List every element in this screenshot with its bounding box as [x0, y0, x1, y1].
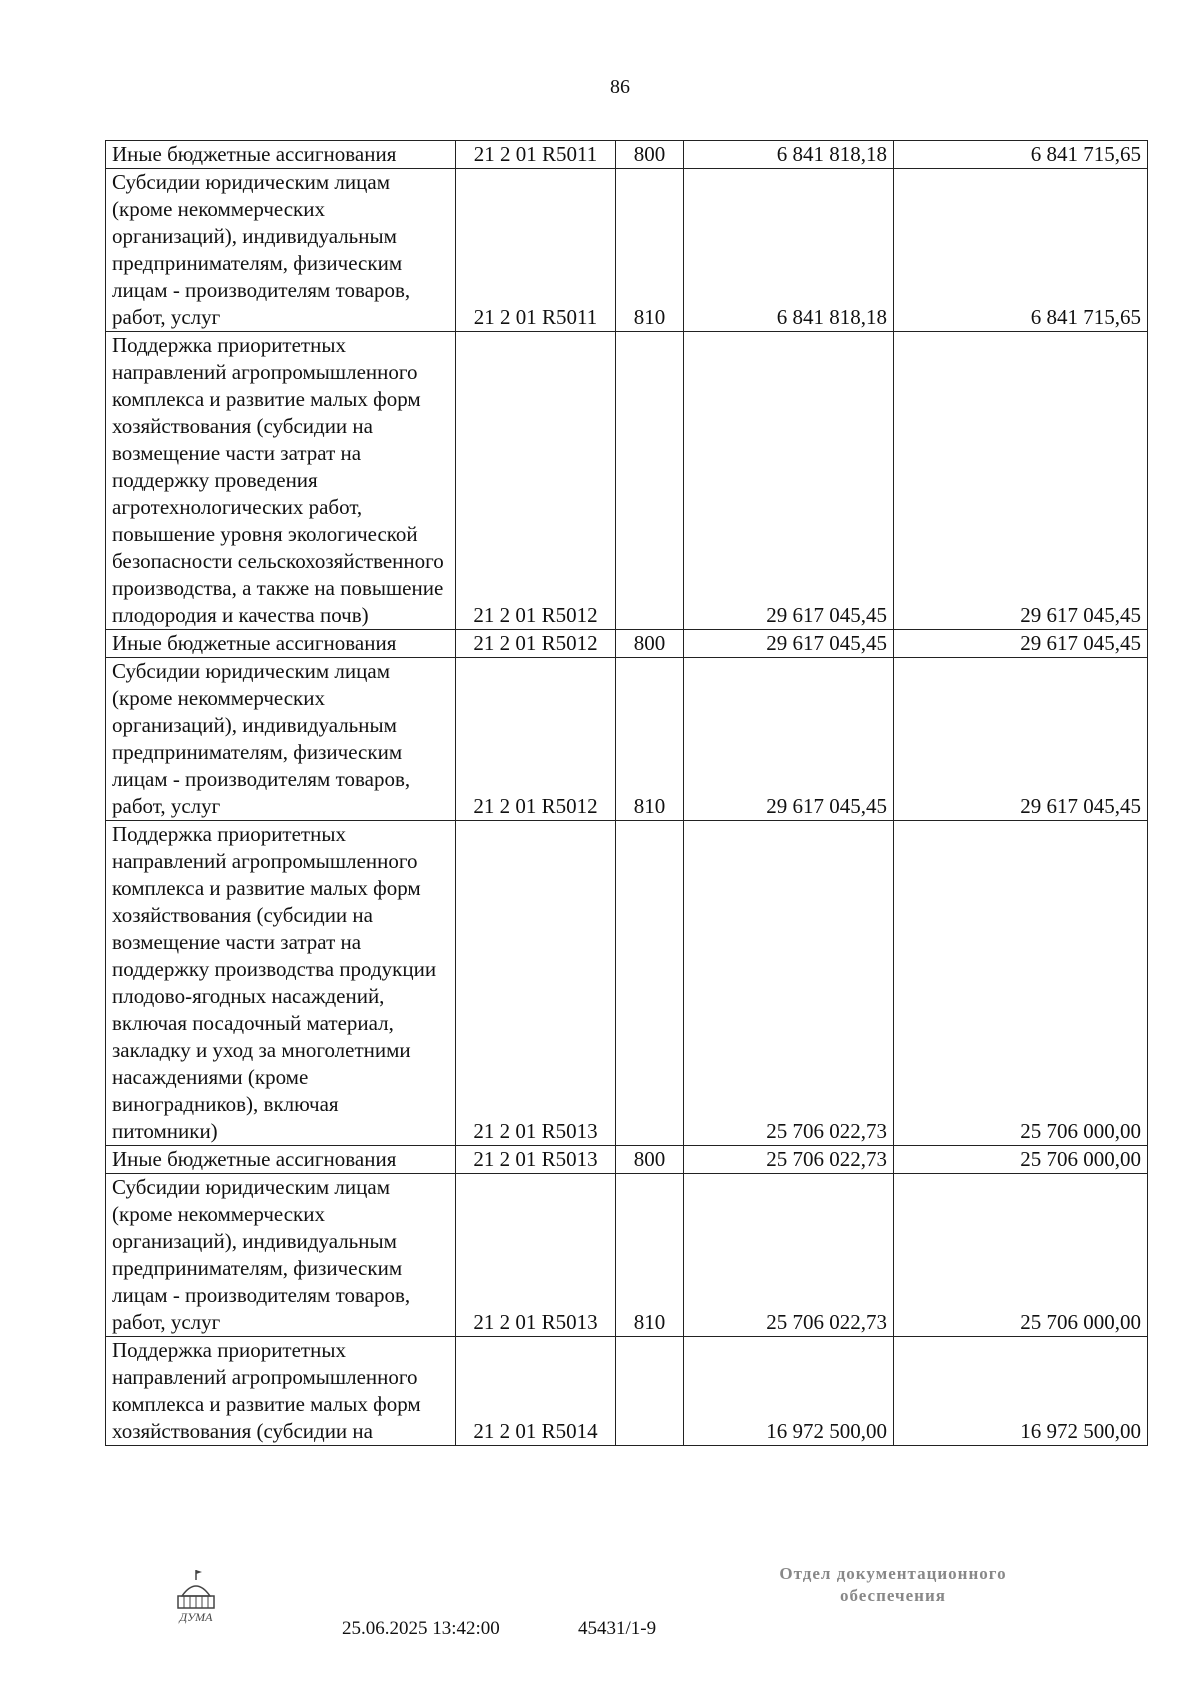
row-amount-2: 25 706 000,00 — [894, 821, 1148, 1146]
row-amount-2: 25 706 000,00 — [894, 1174, 1148, 1337]
stamp-line-1: Отдел документационного — [779, 1564, 1007, 1583]
row-amount-1: 25 706 022,73 — [684, 821, 894, 1146]
row-code: 21 2 01 R5013 — [456, 821, 616, 1146]
row-vr: 800 — [616, 630, 684, 658]
row-amount-1: 6 841 818,18 — [684, 141, 894, 169]
stamp-line-2: обеспечения — [840, 1586, 946, 1605]
row-code: 21 2 01 R5012 — [456, 658, 616, 821]
row-code: 21 2 01 R5014 — [456, 1337, 616, 1446]
row-vr — [616, 1337, 684, 1446]
row-amount-1: 29 617 045,45 — [684, 658, 894, 821]
table-row — [106, 169, 1148, 332]
row-amount-1: 25 706 022,73 — [684, 1146, 894, 1174]
row-code: 21 2 01 R5011 — [456, 141, 616, 169]
row-amount-2: 6 841 715,65 — [894, 169, 1148, 332]
page-number: 86 — [610, 76, 630, 98]
row-amount-1: 29 617 045,45 — [684, 332, 894, 630]
table-row — [106, 821, 1148, 1146]
row-amount-1: 6 841 818,18 — [684, 169, 894, 332]
footer-reg-number: 45431/1-9 — [578, 1618, 657, 1639]
row-amount-2: 25 706 000,00 — [894, 1146, 1148, 1174]
row-vr: 810 — [616, 169, 684, 332]
table-row — [106, 141, 1148, 169]
row-amount-2: 29 617 045,45 — [894, 658, 1148, 821]
row-name: Поддержка приоритетных направлений агропромышленного комплекса и развитие малых форм хозяйствования (субсидии на — [106, 1337, 456, 1446]
department-stamp — [748, 1563, 1038, 1607]
table-body — [106, 141, 1148, 1446]
row-amount-1: 25 706 022,73 — [684, 1174, 894, 1337]
row-amount-2: 16 972 500,00 — [894, 1337, 1148, 1446]
row-name: Субсидии юридическим лицам (кроме некоммерческих организаций), индивидуальным предпринимателям, физическим лицам - производителям товаров, работ, услуг — [106, 658, 456, 821]
budget-table — [105, 140, 1148, 1446]
row-code: 21 2 01 R5012 — [456, 630, 616, 658]
row-vr — [616, 821, 684, 1146]
table-row — [106, 1174, 1148, 1337]
table-row — [106, 1146, 1148, 1174]
duma-logo-icon — [166, 1568, 226, 1624]
table-row — [106, 332, 1148, 630]
row-vr — [616, 332, 684, 630]
row-vr: 810 — [616, 1174, 684, 1337]
footer-datetime: 25.06.2025 13:42:00 — [342, 1618, 500, 1639]
row-name: Поддержка приоритетных направлений агропромышленного комплекса и развитие малых форм хозяйствования (субсидии на возмещение части затрат на поддержку производства продукции плодово-ягодных насаждений, включая посадочный материал, закладку и уход за многолетними насаждениями (кроме виноградников), включая питомники) — [106, 821, 456, 1146]
row-vr: 800 — [616, 1146, 684, 1174]
row-amount-2: 6 841 715,65 — [894, 141, 1148, 169]
row-vr: 810 — [616, 658, 684, 821]
row-amount-2: 29 617 045,45 — [894, 630, 1148, 658]
row-code: 21 2 01 R5013 — [456, 1174, 616, 1337]
table-row — [106, 630, 1148, 658]
row-amount-1: 29 617 045,45 — [684, 630, 894, 658]
table-row — [106, 658, 1148, 821]
row-vr: 800 — [616, 141, 684, 169]
row-name: Иные бюджетные ассигнования — [106, 630, 456, 658]
row-amount-2: 29 617 045,45 — [894, 332, 1148, 630]
row-name: Поддержка приоритетных направлений агропромышленного комплекса и развитие малых форм хозяйствования (субсидии на возмещение части затрат на поддержку проведения агротехнологических работ, повышение уровня экологической безопасности сельскохозяйственного производства, а также на повышение плодородия и качества почв) — [106, 332, 456, 630]
row-amount-1: 16 972 500,00 — [684, 1337, 894, 1446]
row-name: Иные бюджетные ассигнования — [106, 141, 456, 169]
row-name: Субсидии юридическим лицам (кроме некоммерческих организаций), индивидуальным предпринимателям, физическим лицам - производителям товаров, работ, услуг — [106, 169, 456, 332]
row-code: 21 2 01 R5011 — [456, 169, 616, 332]
table-row — [106, 1337, 1148, 1446]
row-name: Субсидии юридическим лицам (кроме некоммерческих организаций), индивидуальным предпринимателям, физическим лицам - производителям товаров, работ, услуг — [106, 1174, 456, 1337]
row-name: Иные бюджетные ассигнования — [106, 1146, 456, 1174]
row-code: 21 2 01 R5013 — [456, 1146, 616, 1174]
row-code: 21 2 01 R5012 — [456, 332, 616, 630]
logo-text: ДУМА — [179, 1610, 213, 1624]
